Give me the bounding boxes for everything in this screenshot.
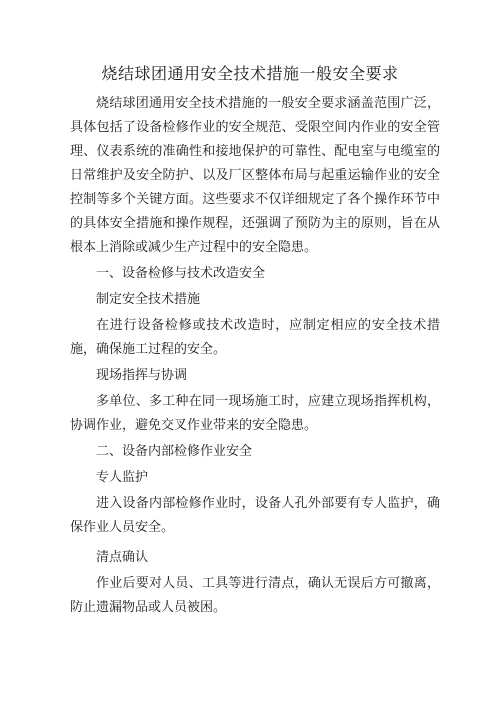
section-2-sub-2-text: 作业后要对人员、工具等进行清点，确认无误后方可撤离，防止遗漏物品或人员被困。 xyxy=(70,576,440,615)
document-body xyxy=(70,92,440,620)
section-2-sub-2-heading: 清点确认 xyxy=(96,550,149,565)
section-1-heading: 一、设备检修与技术改造安全 xyxy=(96,266,266,281)
document-title: 烧结球团通用安全技术措施一般安全要求 xyxy=(101,64,399,83)
section-1-sub-2-text: 多单位、多工种在同一现场施工时，应建立现场指挥机构，协调作业，避免交叉作业带来的安全隐患。 xyxy=(70,394,440,433)
section-2-sub-1-heading: 专人监护 xyxy=(96,470,149,485)
section-2-heading: 二、设备内部检修作业安全 xyxy=(96,444,253,459)
section-2-sub-1-text: 进入设备内部检修作业时，设备人孔外部要有专人监护，确保作业人员安全。 xyxy=(70,496,440,535)
intro-paragraph: 烧结球团通用安全技术措施的一般安全要求涵盖范围广泛，具体包括了设备检修作业的安全规范、受限空间内作业的安全管理、仪表系统的准确性和接地保护的可靠性、配电室与电缆室的日常维护及安全防护、以及厂区整体布局与起重运输作业的安全控制等多个关键方面。这些要求不仅详细规定了各个操作环节中的具体安全措施和操作规程，还强调了预防为主的原则，旨在从根本上消除或减少生产过程中的安全隐患。 xyxy=(70,96,440,255)
section-1-sub-2-heading: 现场指挥与协调 xyxy=(96,368,188,383)
section-1-sub-1-heading: 制定安全技术措施 xyxy=(96,292,201,307)
section-1-sub-1-text: 在进行设备检修或技术改造时，应制定相应的安全技术措施，确保施工过程的安全。 xyxy=(70,318,440,357)
